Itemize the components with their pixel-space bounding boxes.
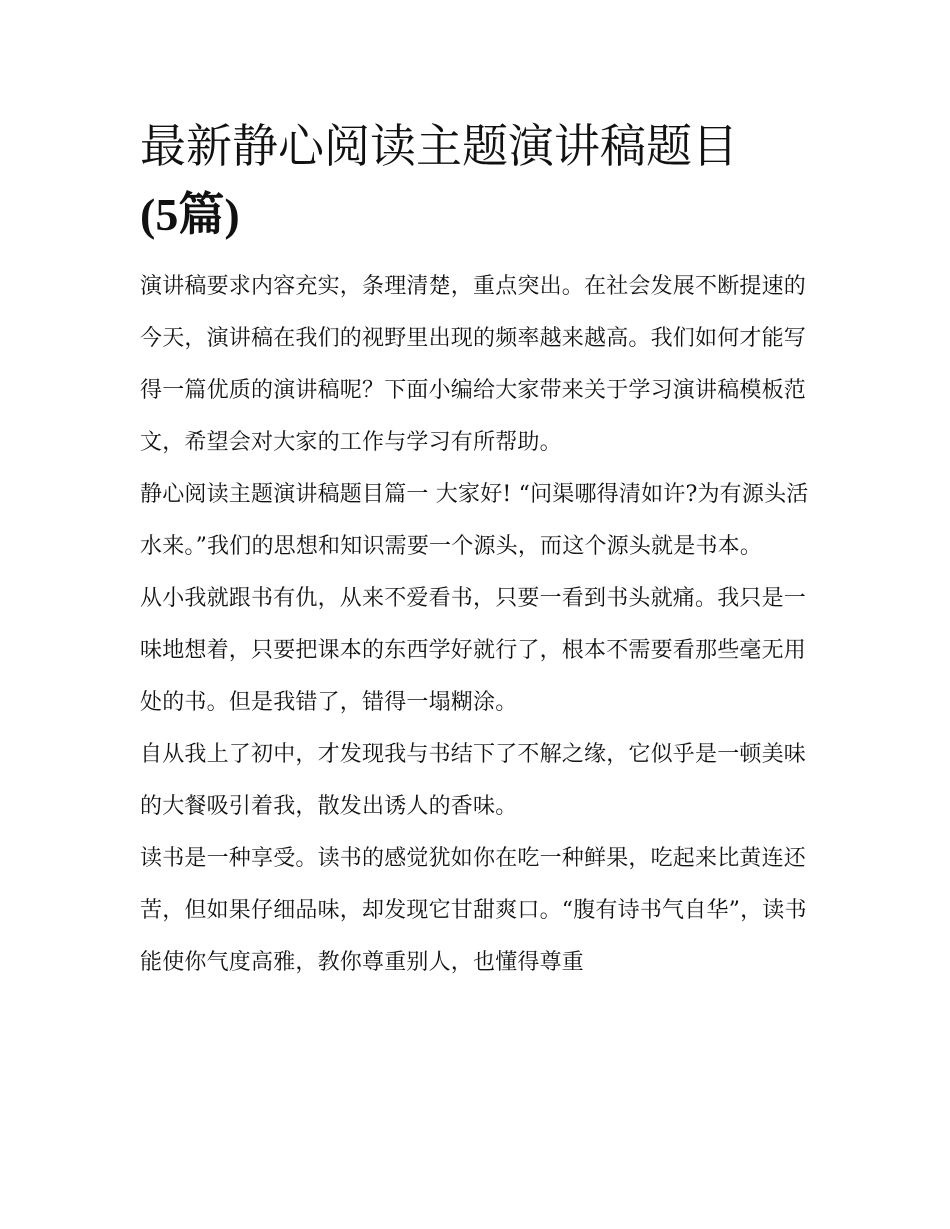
document-title bbox=[140, 112, 818, 249]
paragraph-speech-opening: 静心阅读主题演讲稿题目篇一 大家好! “问渠哪得清如许?为有源头活水来。”我们的思想和知识需要一个源头，而这个源头就是书本。 bbox=[140, 482, 809, 559]
paragraph-middle-school: 自从我上了初中，才发现我与书结下了不解之缘，它似乎是一顿美味的大餐吸引着我，散发出诱人的香味。 bbox=[140, 742, 807, 819]
document-page bbox=[140, 112, 818, 989]
paragraph-intro: 演讲稿要求内容充实，条理清楚，重点突出。在社会发展不断提速的今天，演讲稿在我们的视野里出现的频率越来越高。我们如何才能写得一篇优质的演讲稿呢？下面小编给大家带来关于学习演讲稿模板范文，希望会对大家的工作与学习有所帮助。 bbox=[140, 274, 807, 455]
title-line-2: (5篇) bbox=[140, 189, 240, 240]
paragraph-reading-joy: 读书是一种享受。读书的感觉犹如你在吃一种鲜果，吃起来比黄连还苦，但如果仔细品味，却发现它甘甜爽口。“腹有诗书气自华”，读书能使你气度高雅，教你尊重别人，也懂得尊重 bbox=[140, 846, 807, 975]
paragraph-childhood: 从小我就跟书有仇，从来不爱看书，只要一看到书头就痛。我只是一味地想着，只要把课本的东西学好就行了，根本不需要看那些毫无用处的书。但是我错了，错得一塌糊涂。 bbox=[140, 586, 807, 715]
title-line-1: 最新静心阅读主题演讲稿题目 bbox=[140, 119, 738, 173]
